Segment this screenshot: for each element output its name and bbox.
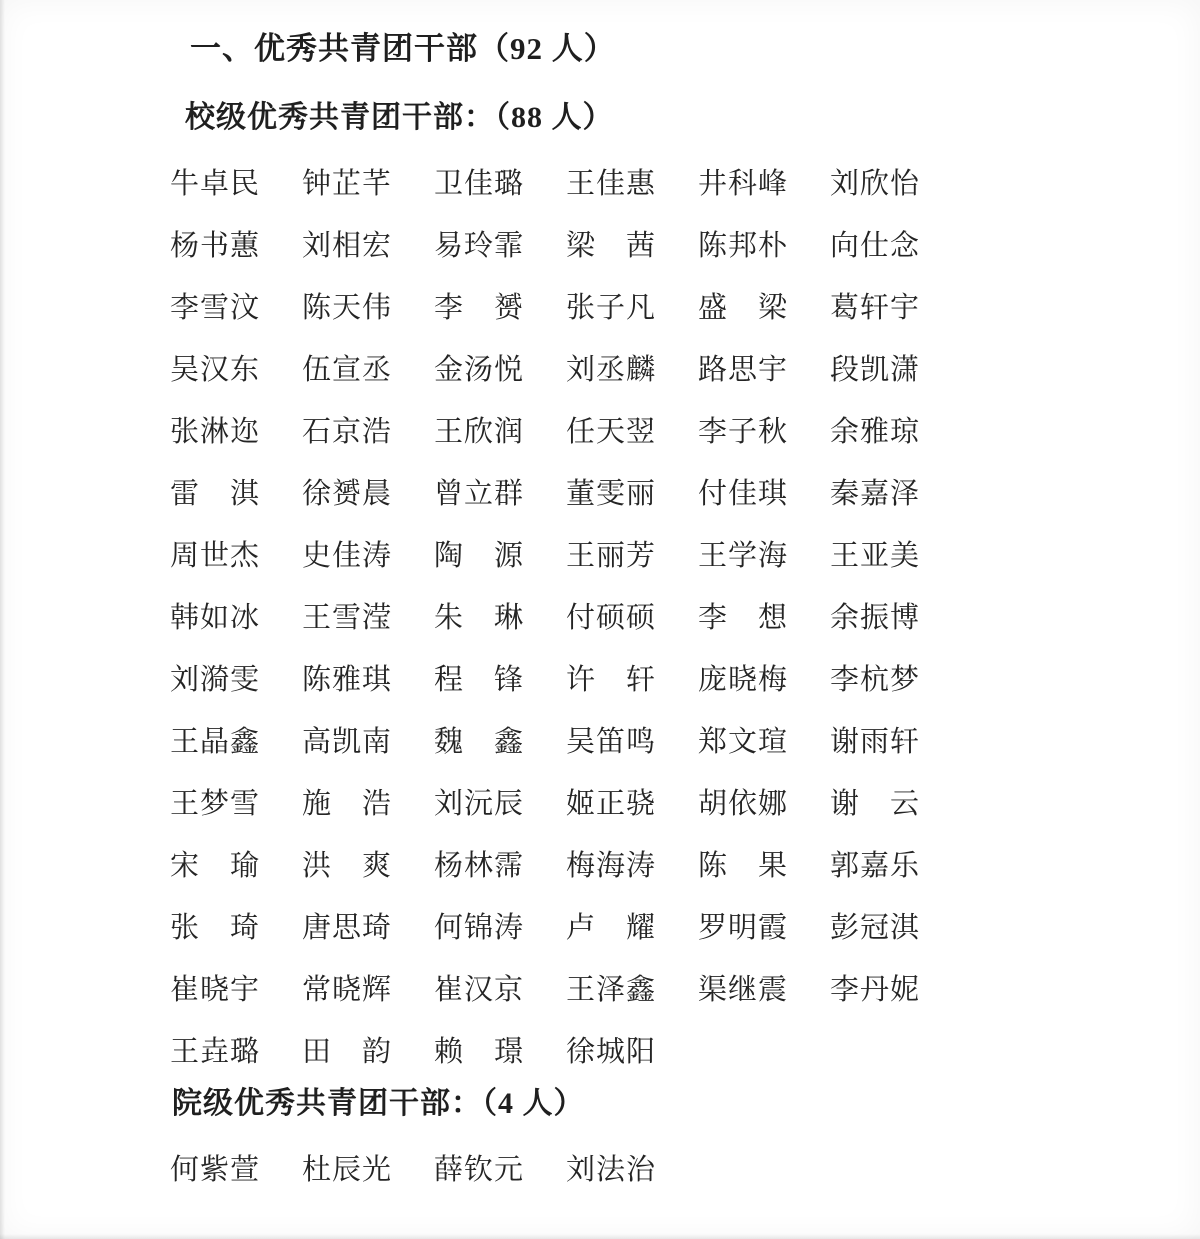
person-name: 韩如冰	[170, 601, 261, 634]
sections-container	[0, 100, 1200, 1198]
person-name: 张淋迩	[170, 415, 261, 448]
name-row	[170, 460, 1200, 522]
person-name: 罗明霞	[698, 911, 789, 944]
person-name: 杜辰光	[302, 1153, 393, 1186]
person-name: 任天翌	[566, 415, 657, 448]
person-name: 徐城阳	[566, 1035, 657, 1068]
person-name: 唐思琦	[302, 911, 393, 944]
person-name: 杨林霈	[434, 849, 525, 882]
person-name: 胡依娜	[698, 787, 789, 820]
person-name: 王佳惠	[566, 167, 657, 200]
person-name: 卢 耀	[566, 911, 657, 944]
person-name: 赖 璟	[434, 1035, 525, 1068]
person-name: 谢 云	[830, 787, 921, 820]
person-name: 吴笛鸣	[566, 725, 657, 758]
person-name: 刘漪雯	[170, 663, 261, 696]
person-name: 薛钦元	[434, 1153, 525, 1186]
name-row	[170, 1018, 1200, 1080]
person-name: 施 浩	[302, 787, 393, 820]
person-name: 李丹妮	[830, 973, 921, 1006]
document-title: 一、优秀共青团干部（92 人）	[190, 31, 616, 66]
person-name: 李杭梦	[830, 663, 921, 696]
name-row	[170, 894, 1200, 956]
person-name: 王学海	[698, 539, 789, 572]
person-name: 王雪滢	[302, 601, 393, 634]
person-name: 曾立群	[434, 477, 525, 510]
person-name: 李 赟	[434, 291, 525, 324]
name-row	[170, 274, 1200, 336]
name-row	[170, 522, 1200, 584]
name-row	[170, 956, 1200, 1018]
person-name: 田 韵	[302, 1035, 393, 1068]
person-name: 郑文瑄	[698, 725, 789, 758]
person-name: 陈邦朴	[698, 229, 789, 262]
person-name: 谢雨轩	[830, 725, 921, 758]
person-name: 秦嘉泽	[830, 477, 921, 510]
person-name: 井科峰	[698, 167, 789, 200]
person-name: 何紫萱	[170, 1153, 261, 1186]
section-heading: 院级优秀共青团干部：（4 人）	[172, 1087, 585, 1120]
person-name: 梁 茜	[566, 229, 657, 262]
person-name: 卫佳璐	[434, 167, 525, 200]
person-name: 李 想	[698, 601, 789, 634]
name-row	[170, 770, 1200, 832]
person-name: 余振博	[830, 601, 921, 634]
person-name: 余雅琼	[830, 415, 921, 448]
person-name: 刘丞麟	[566, 353, 657, 386]
person-name: 钟芷芊	[302, 167, 393, 200]
person-name: 路思宇	[698, 353, 789, 386]
name-row	[170, 1136, 1200, 1198]
name-row	[170, 398, 1200, 460]
person-name: 渠继震	[698, 973, 789, 1006]
person-name: 刘法治	[566, 1153, 657, 1186]
person-name: 洪 爽	[302, 849, 393, 882]
person-name: 许 轩	[566, 663, 657, 696]
person-name: 李雪汶	[170, 291, 261, 324]
person-name: 周世杰	[170, 539, 261, 572]
person-name: 彭冠淇	[830, 911, 921, 944]
person-name: 金汤悦	[434, 353, 525, 386]
person-name: 张 琦	[170, 911, 261, 944]
person-name: 石京浩	[302, 415, 393, 448]
person-name: 史佳涛	[302, 539, 393, 572]
person-name: 庞晓梅	[698, 663, 789, 696]
person-name: 付硕硕	[566, 601, 657, 634]
person-name: 王垚璐	[170, 1035, 261, 1068]
person-name: 刘欣怡	[830, 167, 921, 200]
person-name: 王欣润	[434, 415, 525, 448]
section-heading: 校级优秀共青团干部：（88 人）	[185, 101, 614, 134]
person-name: 牛卓民	[170, 167, 261, 200]
name-row	[170, 832, 1200, 894]
name-grid	[170, 150, 1200, 1080]
person-name: 宋 瑜	[170, 849, 261, 882]
person-name: 吴汉东	[170, 353, 261, 386]
person-name: 陈雅琪	[302, 663, 393, 696]
person-name: 高凯南	[302, 725, 393, 758]
person-name: 段凯潇	[830, 353, 921, 386]
person-name: 徐赟晨	[302, 477, 393, 510]
person-name: 向仕念	[830, 229, 921, 262]
person-name: 郭嘉乐	[830, 849, 921, 882]
name-row	[170, 584, 1200, 646]
person-name: 王晶鑫	[170, 725, 261, 758]
person-name: 梅海涛	[566, 849, 657, 882]
person-name: 葛轩宇	[830, 291, 921, 324]
person-name: 杨书蕙	[170, 229, 261, 262]
person-name: 常晓辉	[302, 973, 393, 1006]
name-row	[170, 212, 1200, 274]
name-grid	[170, 1136, 1200, 1198]
person-name: 陈 果	[698, 849, 789, 882]
person-name: 朱 琳	[434, 601, 525, 634]
person-name: 陈天伟	[302, 291, 393, 324]
person-name: 王亚美	[830, 539, 921, 572]
name-row	[170, 336, 1200, 398]
person-name: 董雯丽	[566, 477, 657, 510]
name-row	[170, 708, 1200, 770]
person-name: 崔汉京	[434, 973, 525, 1006]
person-name: 张子凡	[566, 291, 657, 324]
person-name: 盛 梁	[698, 291, 789, 324]
person-name: 刘沅辰	[434, 787, 525, 820]
person-name: 何锦涛	[434, 911, 525, 944]
person-name: 王泽鑫	[566, 973, 657, 1006]
name-row	[170, 646, 1200, 708]
person-name: 伍宣丞	[302, 353, 393, 386]
person-name: 魏 鑫	[434, 725, 525, 758]
person-name: 陶 源	[434, 539, 525, 572]
person-name: 易玲霏	[434, 229, 525, 262]
person-name: 付佳琪	[698, 477, 789, 510]
person-name: 姬正骁	[566, 787, 657, 820]
person-name: 崔晓宇	[170, 973, 261, 1006]
name-row	[170, 150, 1200, 212]
person-name: 雷 淇	[170, 477, 261, 510]
person-name: 王丽芳	[566, 539, 657, 572]
person-name: 李子秋	[698, 415, 789, 448]
person-name: 王梦雪	[170, 787, 261, 820]
person-name: 刘相宏	[302, 229, 393, 262]
person-name: 程 锋	[434, 663, 525, 696]
